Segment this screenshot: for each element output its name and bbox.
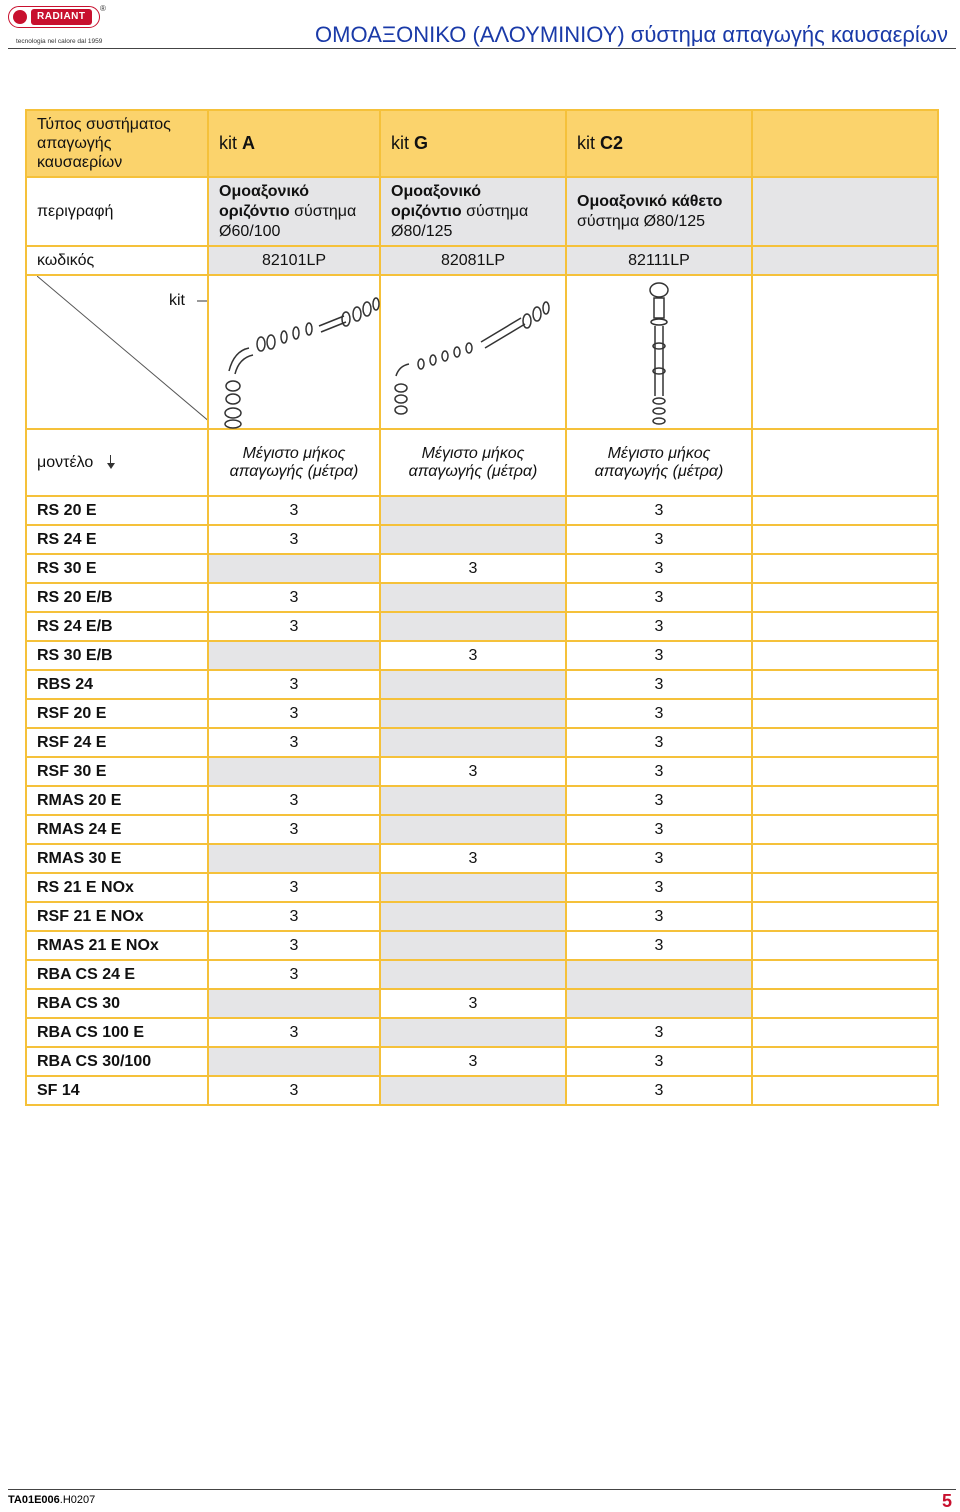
- logo-badge: [8, 6, 100, 28]
- table-row: [26, 902, 938, 931]
- kit-g-length: [380, 525, 566, 554]
- empty-cell: [752, 786, 938, 815]
- logo-tagline: tecnologia nel calore dal 1959: [16, 38, 103, 45]
- page-title: ΟΜΟΑΞΟΝΙΚΟ (ΑΛΟΥΜΙΝΙΟΥ) σύστημα απαγωγής καυσαερίων: [315, 22, 948, 47]
- doc-code-rest: .H0207: [59, 1494, 96, 1506]
- empty-cell: [752, 554, 938, 583]
- empty-cell: [752, 525, 938, 554]
- model-name: RMAS 24 E: [26, 815, 208, 844]
- kit-c2-length: 3: [566, 815, 752, 844]
- code-label: κωδικός: [26, 246, 208, 275]
- table-row: [26, 757, 938, 786]
- kit-a-length: [208, 989, 380, 1018]
- kit-a-length: 3: [208, 728, 380, 757]
- kit-a-letter: A: [242, 133, 256, 153]
- kit-a-length: [208, 1047, 380, 1076]
- kit-a-length: 3: [208, 612, 380, 641]
- kit-a-length: 3: [208, 496, 380, 525]
- table-row: [26, 931, 938, 960]
- document-code: [8, 1494, 95, 1506]
- model-name: RMAS 30 E: [26, 844, 208, 873]
- description-label: περιγραφή: [26, 177, 208, 246]
- table-row: [26, 554, 938, 583]
- empty-cell: [752, 960, 938, 989]
- empty-cell: [752, 902, 938, 931]
- model-name: RBA CS 30/100: [26, 1047, 208, 1076]
- model-name: RS 21 E NOx: [26, 873, 208, 902]
- kit-g-prefix: kit: [391, 133, 415, 153]
- empty-description-cell: [752, 177, 938, 246]
- kit-c2-image: [566, 275, 752, 429]
- empty-image-cell: [752, 275, 938, 429]
- kit-g-image: [380, 275, 566, 429]
- kit-a-image: [208, 275, 380, 429]
- table-row: [26, 641, 938, 670]
- kit-c2-length: 3: [566, 931, 752, 960]
- kit-a-length: 3: [208, 902, 380, 931]
- kit-c2-length: 3: [566, 1076, 752, 1105]
- kit-a-length: 3: [208, 960, 380, 989]
- kit-g-length: 3: [380, 844, 566, 873]
- table-row: [26, 612, 938, 641]
- kit-arrow-label: kit: [169, 292, 185, 309]
- table-row: [26, 1076, 938, 1105]
- kit-g-length: 3: [380, 1047, 566, 1076]
- system-type-label: Τύπος συστήματος απαγωγής καυσαερίων: [26, 110, 208, 177]
- radiant-logo: [8, 4, 108, 46]
- header-divider: [8, 48, 956, 49]
- model-name: RSF 21 E NOx: [26, 902, 208, 931]
- kit-g-length: [380, 815, 566, 844]
- kit-g-letter: G: [414, 133, 429, 153]
- system-type-row: [26, 110, 938, 177]
- kit-a-length: 3: [208, 699, 380, 728]
- kit-a-description: [208, 177, 380, 246]
- model-name: RSF 24 E: [26, 728, 208, 757]
- kit-c2-length: 3: [566, 554, 752, 583]
- kit-g-code: 82081LP: [380, 246, 566, 275]
- table-row: [26, 583, 938, 612]
- kit-c2-length: 3: [566, 641, 752, 670]
- kit-c2-length: 3: [566, 496, 752, 525]
- kit-g-desc-bold: Ομοαξονικό οριζόντιο: [391, 182, 482, 220]
- empty-cell: [752, 641, 938, 670]
- kit-g-length: [380, 496, 566, 525]
- kit-a-length: 3: [208, 931, 380, 960]
- empty-header-cell: [752, 110, 938, 177]
- kit-g-desc-rest: σύστημα Ø80/125: [391, 202, 529, 240]
- model-name: RS 24 E: [26, 525, 208, 554]
- table-row: [26, 1018, 938, 1047]
- empty-cell: [752, 931, 938, 960]
- kit-g-length: 3: [380, 757, 566, 786]
- empty-cell: [752, 757, 938, 786]
- doc-code-bold: TA01E006: [8, 1494, 60, 1506]
- empty-cell: [752, 496, 938, 525]
- table-row: [26, 786, 938, 815]
- table-row: [26, 670, 938, 699]
- model-name: RBA CS 100 E: [26, 1018, 208, 1047]
- kit-a-parts-drawing: [209, 276, 381, 428]
- model-name: RS 20 E/B: [26, 583, 208, 612]
- page-number: 5: [941, 1491, 952, 1511]
- model-name: RBS 24: [26, 670, 208, 699]
- kit-g-header: [380, 110, 566, 177]
- empty-cell: [752, 699, 938, 728]
- kit-a-code: 82101LP: [208, 246, 380, 275]
- model-name: RBA CS 24 E: [26, 960, 208, 989]
- table-row: [26, 699, 938, 728]
- model-name: RS 24 E/B: [26, 612, 208, 641]
- kit-c2-description: [566, 177, 752, 246]
- kit-c2-length: 3: [566, 612, 752, 641]
- kit-a-length: 3: [208, 873, 380, 902]
- kit-c2-length: 3: [566, 525, 752, 554]
- kit-c2-length: 3: [566, 786, 752, 815]
- kit-a-length: 3: [208, 670, 380, 699]
- kit-c2-length: [566, 960, 752, 989]
- kit-c2-max-length-label: Μέγιστο μήκος απαγωγής (μέτρα): [566, 429, 752, 496]
- description-row: [26, 177, 938, 246]
- compatibility-table: [25, 109, 939, 1106]
- table-row: [26, 1047, 938, 1076]
- empty-cell: [752, 1076, 938, 1105]
- kit-c2-header: [566, 110, 752, 177]
- table-row: [26, 496, 938, 525]
- kit-a-length: 3: [208, 815, 380, 844]
- arrow-down-icon: [106, 455, 116, 469]
- kit-g-length: 3: [380, 554, 566, 583]
- kit-g-length: 3: [380, 989, 566, 1018]
- kit-a-prefix: kit: [219, 133, 243, 153]
- kit-c2-length: 3: [566, 844, 752, 873]
- kit-a-length: 3: [208, 1076, 380, 1105]
- kit-c2-length: 3: [566, 873, 752, 902]
- model-name: RMAS 21 E NOx: [26, 931, 208, 960]
- model-rows: [26, 496, 938, 1105]
- kit-c2-desc-rest: σύστημα Ø80/125: [577, 212, 706, 230]
- model-name: RBA CS 30: [26, 989, 208, 1018]
- empty-cell: [752, 815, 938, 844]
- table-row: [26, 989, 938, 1018]
- model-name: RS 20 E: [26, 496, 208, 525]
- kit-g-length: [380, 960, 566, 989]
- kit-c2-parts-drawing: [567, 276, 753, 428]
- kit-c2-prefix: kit: [577, 133, 601, 153]
- kit-g-length: [380, 583, 566, 612]
- empty-model-header-cell: [752, 429, 938, 496]
- model-name: RS 30 E: [26, 554, 208, 583]
- model-label: μοντέλο: [37, 453, 94, 471]
- kit-g-length: [380, 873, 566, 902]
- logo-mark-icon: [13, 10, 27, 24]
- kit-c2-letter: C2: [600, 133, 624, 153]
- model-header-row: [26, 429, 938, 496]
- table-row: [26, 525, 938, 554]
- kit-a-max-length-label: Μέγιστο μήκος απαγωγής (μέτρα): [208, 429, 380, 496]
- logo-word: RADIANT: [31, 9, 92, 25]
- logo-registered-mark: ®: [100, 4, 106, 13]
- table-row: [26, 728, 938, 757]
- code-row: [26, 246, 938, 275]
- kit-c2-length: 3: [566, 757, 752, 786]
- kit-g-length: 3: [380, 641, 566, 670]
- kit-a-desc-rest: σύστημα Ø60/100: [219, 202, 357, 240]
- kit-a-length: 3: [208, 525, 380, 554]
- empty-cell: [752, 612, 938, 641]
- kit-a-desc-bold: Ομοαξονικό οριζόντιο: [219, 182, 310, 220]
- empty-cell: [752, 1018, 938, 1047]
- table-row: [26, 960, 938, 989]
- model-name: RSF 30 E: [26, 757, 208, 786]
- table-row: [26, 815, 938, 844]
- kit-a-header: [208, 110, 380, 177]
- empty-cell: [752, 989, 938, 1018]
- kit-c2-length: 3: [566, 583, 752, 612]
- kit-g-length: [380, 931, 566, 960]
- page-header: [0, 0, 960, 52]
- kit-g-length: [380, 670, 566, 699]
- kit-g-length: [380, 786, 566, 815]
- empty-cell: [752, 1047, 938, 1076]
- kit-c2-length: 3: [566, 1047, 752, 1076]
- kit-c2-length: 3: [566, 728, 752, 757]
- kit-c2-code: 82111LP: [566, 246, 752, 275]
- model-name: SF 14: [26, 1076, 208, 1105]
- kit-a-length: [208, 641, 380, 670]
- model-name: RSF 20 E: [26, 699, 208, 728]
- kit-c2-length: 3: [566, 1018, 752, 1047]
- table-row: [26, 844, 938, 873]
- kit-c2-length: 3: [566, 699, 752, 728]
- table-row: [26, 873, 938, 902]
- footer-divider: [8, 1489, 956, 1490]
- empty-code-cell: [752, 246, 938, 275]
- kit-a-length: 3: [208, 583, 380, 612]
- model-label-cell: [26, 429, 208, 496]
- kit-g-length: [380, 1076, 566, 1105]
- empty-cell: [752, 844, 938, 873]
- kit-image-row: [26, 275, 938, 429]
- kit-a-length: [208, 844, 380, 873]
- kit-g-description: [380, 177, 566, 246]
- empty-cell: [752, 583, 938, 612]
- kit-c2-length: 3: [566, 670, 752, 699]
- empty-cell: [752, 670, 938, 699]
- kit-c2-length: [566, 989, 752, 1018]
- kit-g-length: [380, 728, 566, 757]
- kit-g-max-length-label: Μέγιστο μήκος απαγωγής (μέτρα): [380, 429, 566, 496]
- kit-model-corner: [26, 275, 208, 429]
- model-name: RMAS 20 E: [26, 786, 208, 815]
- kit-g-length: [380, 699, 566, 728]
- kit-g-length: [380, 1018, 566, 1047]
- kit-g-parts-drawing: [381, 276, 567, 428]
- kit-a-length: 3: [208, 786, 380, 815]
- kit-a-length: [208, 757, 380, 786]
- kit-a-length: 3: [208, 1018, 380, 1047]
- kit-g-length: [380, 902, 566, 931]
- kit-a-length: [208, 554, 380, 583]
- kit-g-length: [380, 612, 566, 641]
- kit-c2-desc-bold: Ομοαξονικό κάθετο: [577, 192, 723, 210]
- empty-cell: [752, 873, 938, 902]
- model-name: RS 30 E/B: [26, 641, 208, 670]
- empty-cell: [752, 728, 938, 757]
- kit-c2-length: 3: [566, 902, 752, 931]
